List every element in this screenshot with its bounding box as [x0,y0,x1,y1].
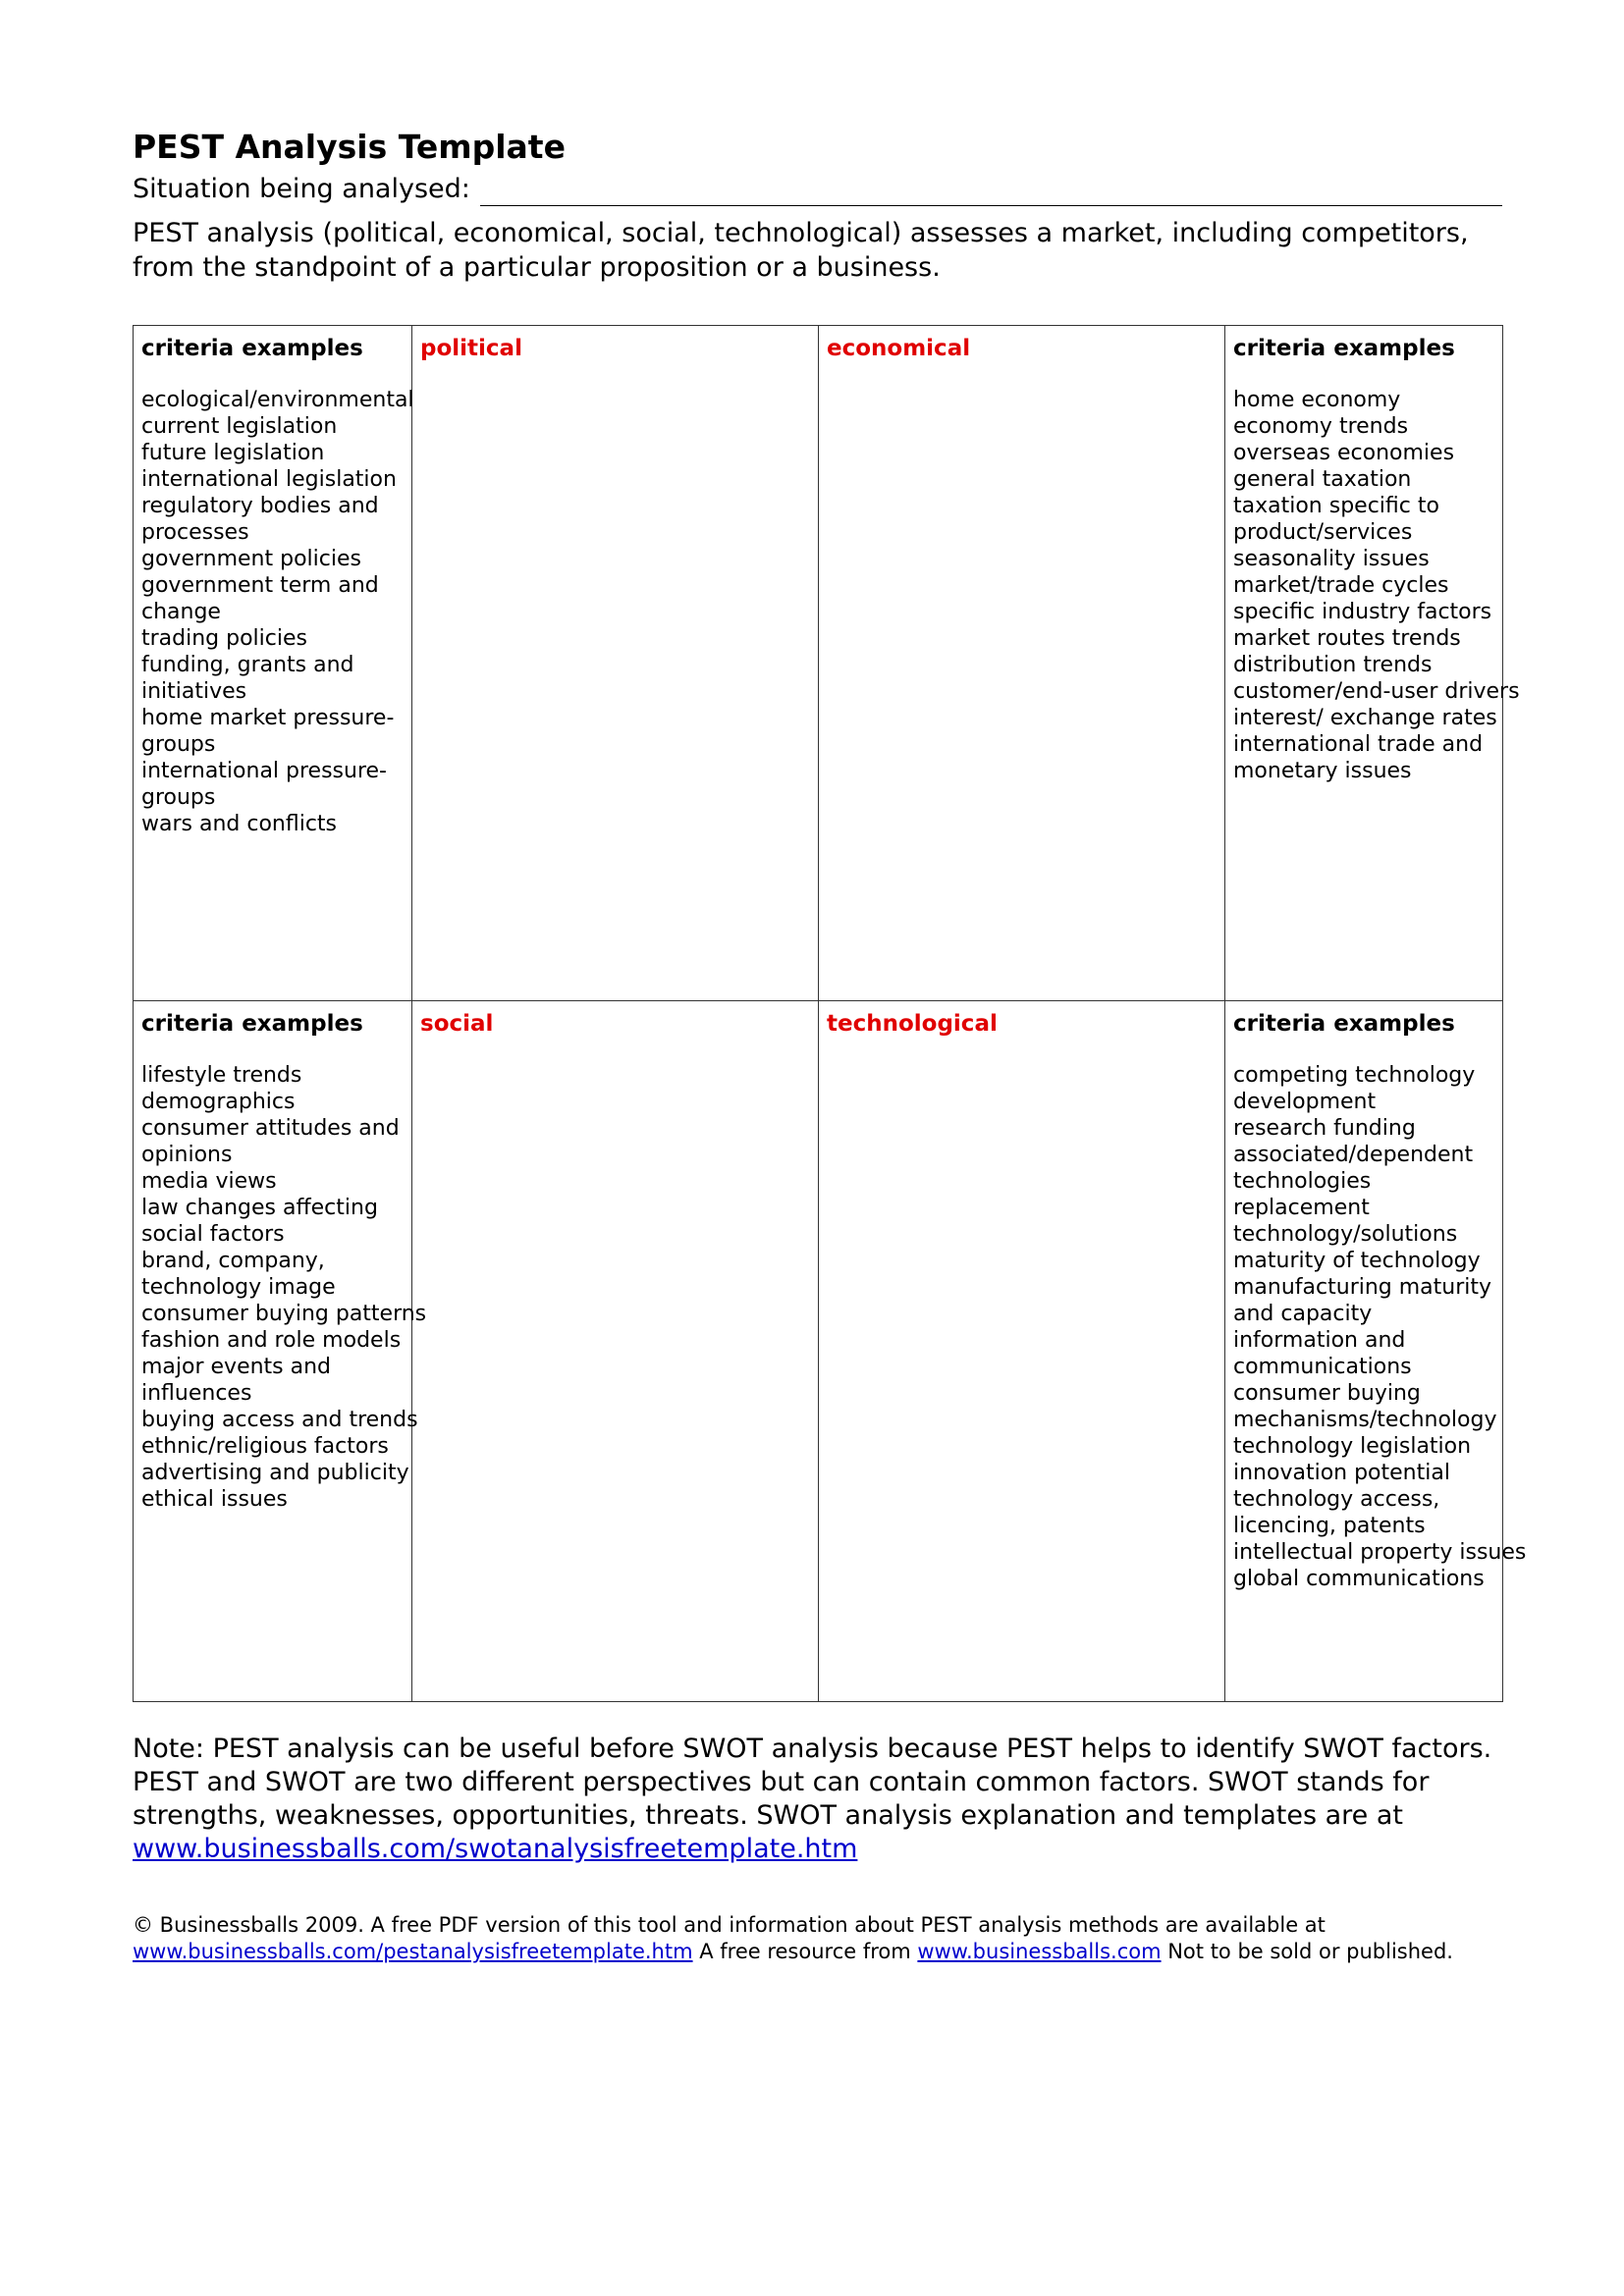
criteria-list [141,1062,427,1513]
criteria-item: regulatory bodies and [141,494,379,518]
criteria-item: trading policies [141,626,307,651]
criteria-item: manufacturing maturity [1233,1275,1492,1300]
situation-row [133,173,1502,206]
criteria-list [1233,1062,1527,1592]
criteria-item: advertising and publicity [141,1461,409,1485]
criteria-item: replacement [1233,1196,1370,1220]
criteria-item: global communications [1233,1567,1485,1591]
criteria-item: communications [1233,1355,1412,1379]
criteria-item: economy trends [1233,414,1409,439]
criteria-item: media views [141,1169,277,1194]
intro-paragraph: PEST analysis (political, economical, social, technological) assesses a market, including competitors, from the standpoint of a particular proposition or a business. [133,218,1469,283]
pest-table [133,325,1527,1702]
criteria-item: ecological/environmental [141,388,414,412]
technological-cell[interactable] [819,1001,1225,1702]
criteria-item: buying access and trends [141,1408,418,1432]
criteria-item: intellectual property issues [1233,1540,1527,1565]
footer-text-copyright: © Businessballs 2009. A free PDF version of this tool and information about PEST analysis methods are available at [133,1913,1326,1937]
criteria-item: market/trade cycles [1233,573,1449,598]
footer-text-resource: A free resource from [692,1940,918,1963]
criteria-item: distribution trends [1233,653,1433,677]
document-page [133,128,1527,1963]
note-paragraph [133,1733,1507,1866]
criteria-item: research funding [1233,1116,1416,1141]
criteria-item: general taxation [1233,467,1412,492]
criteria-item: technology access, [1233,1487,1440,1512]
criteria-item: technology image [141,1275,336,1300]
criteria-list [1233,387,1520,784]
criteria-item: competing technology [1233,1063,1476,1088]
social-cell[interactable] [412,1001,819,1702]
criteria-cell-technological [1225,1001,1527,1702]
political-heading: political [420,336,522,361]
pest-template-link[interactable]: www.businessballs.com/pestanalysisfreetemplate.htm [133,1940,693,1963]
footer [133,1912,1507,1965]
criteria-item: monetary issues [1233,759,1412,783]
criteria-item: taxation specific to [1233,494,1439,518]
situation-input-line[interactable] [480,178,1502,206]
criteria-item: consumer buying patterns [141,1302,427,1326]
technological-heading: technological [827,1011,998,1037]
criteria-heading: criteria examples [141,1011,363,1037]
criteria-item: interest/ exchange rates [1233,706,1497,730]
criteria-item: major events and [141,1355,332,1379]
criteria-item: current legislation [141,414,338,439]
criteria-item: groups [141,785,216,810]
criteria-item: home market pressure- [141,706,395,730]
criteria-item: overseas economies [1233,441,1455,465]
criteria-item: technologies [1233,1169,1372,1194]
criteria-item: ethnic/religious factors [141,1434,389,1459]
criteria-heading: criteria examples [1233,1011,1455,1037]
political-cell[interactable] [412,326,819,1001]
criteria-item: opinions [141,1143,233,1167]
criteria-item: consumer buying [1233,1381,1421,1406]
criteria-item: processes [141,520,249,545]
criteria-item: licencing, patents [1233,1514,1426,1538]
criteria-item: funding, grants and [141,653,354,677]
criteria-item: international legislation [141,467,397,492]
note-text: Note: PEST analysis can be useful before SWOT analysis because PEST helps to identify SWOT factors. PEST and SWOT are two different perspectives but can contain common factors. SWOT stands for strengths, weaknesses, opportunities, threats. SWOT analysis explanation and templates are at [133,1734,1492,1831]
criteria-item: development [1233,1090,1377,1114]
criteria-cell-social [134,1001,427,1702]
swot-link[interactable]: www.businessballs.com/swotanalysisfreetemplate.htm [133,1834,858,1864]
criteria-item: future legislation [141,441,325,465]
criteria-list [141,387,414,837]
criteria-item: law changes affecting [141,1196,378,1220]
criteria-item: technology/solutions [1233,1222,1458,1247]
criteria-item: associated/dependent [1233,1143,1474,1167]
criteria-item: mechanisms/technology [1233,1408,1497,1432]
criteria-item: customer/end-user drivers [1233,679,1520,704]
criteria-item: influences [141,1381,252,1406]
criteria-item: maturity of technology [1233,1249,1481,1273]
economical-heading: economical [827,336,971,361]
table-row [134,1001,1503,1702]
criteria-item: specific industry factors [1233,600,1492,624]
criteria-item: wars and conflicts [141,812,338,836]
criteria-item: social factors [141,1222,285,1247]
social-heading: social [420,1011,494,1037]
page-title: PEST Analysis Template [133,128,566,166]
criteria-item: brand, company, [141,1249,325,1273]
table-row [134,326,1503,1001]
criteria-item: government term and [141,573,379,598]
criteria-heading: criteria examples [1233,336,1455,361]
footer-text-notice: Not to be sold or published. [1161,1940,1453,1963]
situation-label: Situation being analysed: [133,174,470,204]
criteria-item: and capacity [1233,1302,1373,1326]
criteria-item: fashion and role models [141,1328,402,1353]
criteria-item: initiatives [141,679,247,704]
criteria-item: innovation potential [1233,1461,1450,1485]
criteria-item: government policies [141,547,361,571]
economical-cell[interactable] [819,326,1225,1001]
criteria-cell-political [134,326,412,1001]
criteria-item: information and [1233,1328,1406,1353]
criteria-item: international trade and [1233,732,1484,757]
criteria-item: groups [141,732,216,757]
criteria-item: product/services [1233,520,1413,545]
criteria-item: consumer attitudes and [141,1116,400,1141]
criteria-heading: criteria examples [141,336,363,361]
criteria-item: lifestyle trends [141,1063,302,1088]
criteria-item: international pressure- [141,759,387,783]
businessballs-link[interactable]: www.businessballs.com [917,1940,1162,1963]
criteria-item: technology legislation [1233,1434,1472,1459]
criteria-item: demographics [141,1090,296,1114]
criteria-item: market routes trends [1233,626,1461,651]
criteria-item: change [141,600,221,624]
criteria-item: seasonality issues [1233,547,1430,571]
criteria-item: ethical issues [141,1487,288,1512]
criteria-item: home economy [1233,388,1401,412]
criteria-cell-economical [1225,326,1520,1001]
